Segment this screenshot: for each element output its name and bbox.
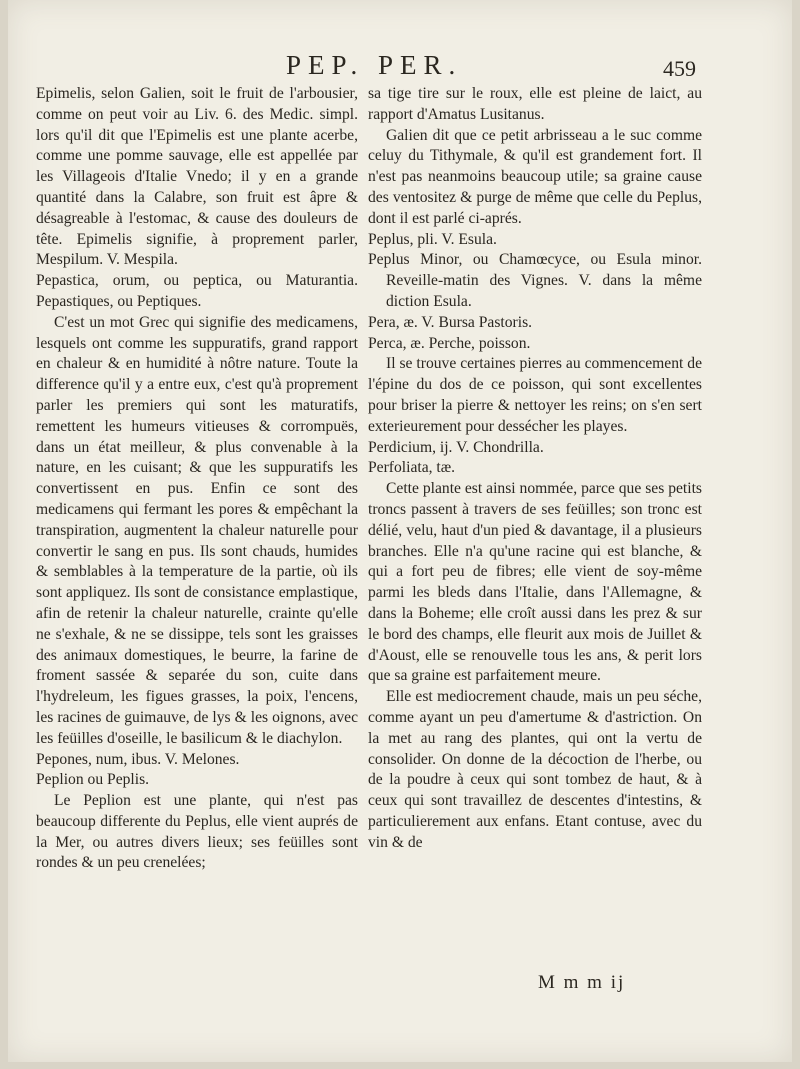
text-paragraph: C'est un mot Grec qui signifie des medicamens, lesquels ont comme les suppuratifs, grand rapport en chaleur & en humidité à nôtre nature. Toute la difference qu'il y a entre eux, c'est qu'à proprement parler les premiers qui sont les maturatifs, remettent les humeurs vitieuses & corrompuës, dans un état meilleur, & plus convenable à la nature, en les cuisant; & que les suppuratifs les convertissent en pus. Enfin ce sont des medicamens qui fermant les pores & empêchant la transpiration, augmentent la chaleur naturelle pour convertir le sang en pus. Ils sont chauds, humides & semblables à la temperature de la partie, où ils sont appliquez. Ils sont de consistance emplastique, afin de retenir la chaleur naturelle, crainte qu'elle ne s'exhale, & ne se dissippe, tels sont les graisses des animaux domestiques, le beurre, la farine de froment sassée & separée du son, cuite dans l'hydreleum, les figues grasses, la poix, l'encens, les racines de guimauve, de lys & les oignons, avec les feüilles d'oseille, le basilicum & le diachylon. <box>36 313 358 747</box>
dictionary-entry-heading: Peplus, pli. V. Esula. <box>368 230 497 248</box>
dictionary-entry-heading: Peplus Minor, ou Chamœcyce, ou Esula minor. Reveille-matin des Vignes. V. dans la même diction Esula. <box>368 251 702 310</box>
dictionary-entry-heading: Perdicium, ij. V. Chondrilla. <box>368 438 544 456</box>
text-paragraph: Le Peplion est une plante, qui n'est pas beaucoup differente du Peplus, elle vient auprés de la Mer, ou autres divers lieux; ses feüilles sont rondes & un peu crenelées; <box>36 792 358 872</box>
text-paragraph: sa tige tire sur le roux, elle est pleine de laict, au rapport d'Amatus Lusitanus. <box>368 85 702 123</box>
dictionary-entry-heading: Pepastica, orum, ou peptica, ou Maturantia. Pepastiques, ou Peptiques. <box>36 272 358 310</box>
text-paragraph: Galien dit que ce petit arbrisseau a le suc comme celuy du Tithymale, & qu'il est grandement fort. Il n'est pas neanmoins beaucoup utile; sa graine cause des ventositez & purge de même que celle du Peplus, dont il est parlé ci-aprés. <box>368 126 702 227</box>
text-paragraph: Elle est mediocrement chaude, mais un peu séche, comme ayant un peu d'amertume & d'astriction. On la met au rang des plantes, qui ont la vertu de consolider. On donne de la décoction de l'herbe, ou de la poudre à ceux qui sont tombez de haut, & à ceux qui sont travaillez de descentes d'intestins, & particulierement aux enfans. Etant contuse, avec du vin & de <box>368 688 702 851</box>
text-paragraph: Il se trouve certaines pierres au commencement de l'épine du dos de ce poisson, qui sont excellentes pour briser la pierre & nettoyer les reins; on s'en sert exterieurement pour dessécher les playes. <box>368 355 702 435</box>
dictionary-entry-heading: Pepones, num, ibus. V. Melones. <box>36 750 240 768</box>
dictionary-entry-heading: Pera, æ. V. Bursa Pastoris. <box>368 313 533 331</box>
dictionary-entry-heading: Perca, æ. Perche, poisson. <box>368 334 531 352</box>
text-paragraph: Cette plante est ainsi nommée, parce que ses petits troncs passent à travers de ses feüilles; son tronc est délié, velu, haut d'un pied & davantage, il a plusieurs branches. Elle n'a qu'une racine qui est blanche, & qui a fort peu de fibres; elle vient de soy-même parmi les bleds dans l'Italie, dans l'Allemagne, & dans la Boheme; elle croît aussi dans les prez & sur le bord des champs, elle fleurit aux mois de Juillet & d'Aoust, elle se renouvelle tous les ans, & perit lors que sa graine est parfaitement meure. <box>368 480 702 685</box>
dictionary-entry-heading: Perfoliata, tæ. <box>368 459 456 477</box>
text-paragraph: Epimelis, selon Galien, soit le fruit de l'arbousier, comme on peut voir au Liv. 6. des Medic. simpl. lors qu'il dit que l'Epimelis est une plante acerbe, comme une pomme sauvage, elle est appellée par les Villageois d'Italie Vnedo; il y en a grande quantité dans la Calabre, son fruit est âpre & désagreable à l'estomac, & cause des douleurs de tête. Epimelis signifie, à proprement parler, Mespilum. V. Mespila. <box>36 85 358 269</box>
signature-mark: M m m ij <box>538 972 626 993</box>
right-column <box>368 84 702 853</box>
book-page <box>8 0 792 1062</box>
left-column <box>36 84 358 874</box>
page-number: 459 <box>663 56 696 81</box>
running-title: PEP. PER. <box>286 50 463 80</box>
dictionary-entry-heading: Peplion ou Peplis. <box>36 771 150 789</box>
